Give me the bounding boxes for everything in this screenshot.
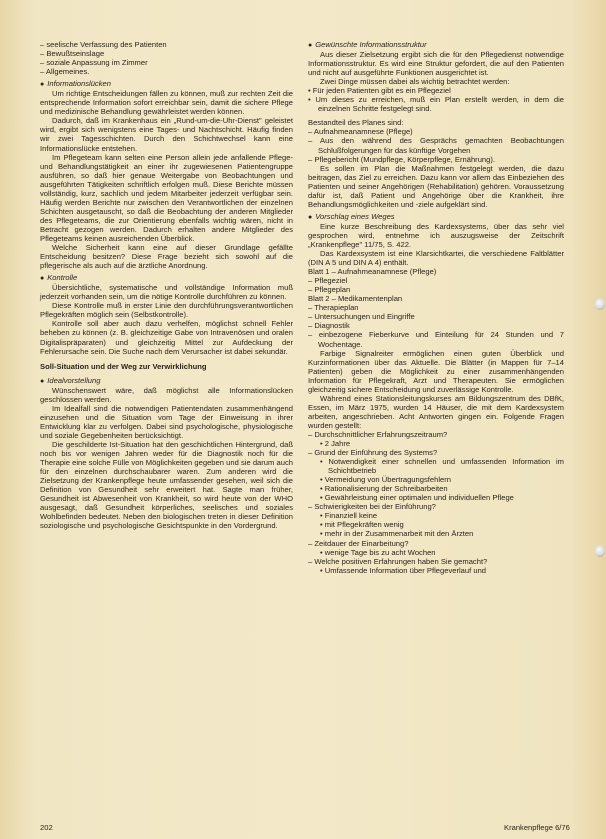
blatt-title: Blatt 2 – Medikamentenplan <box>308 294 403 304</box>
journal-footer: Krankenpflege 6/76 <box>504 823 570 832</box>
bullet-icon: ● <box>40 377 45 385</box>
answer: • Rationalisierung der Schreibarbeiten <box>320 484 448 494</box>
list-item: – seelische Verfassung des Patienten <box>40 40 167 49</box>
punch-hole-icon <box>595 298 605 310</box>
list-item: – Pflegebericht (Mundpflege, Körperpflege, Ernährung). <box>308 154 496 164</box>
bullet-icon: ● <box>40 81 45 89</box>
answer: • wenige Tage bis zu acht Wochen <box>320 547 436 557</box>
list-item: – Bewußtseinslage <box>40 49 105 59</box>
blatt-title: Blatt 1 – Aufnahmeanamnese (Pflege) <box>308 267 437 277</box>
bullet-icon: ● <box>40 275 45 283</box>
paragraph: Das Kardexsystem ist eine Klarsichtkartei, die verschiedene Faltblätter (DIN A 5 und DIN A 4) enthält. <box>308 249 564 268</box>
heading-kontrolle: ● Kontrolle <box>40 273 78 283</box>
paragraph: Übersichtliche, systematische und vollständige Information muß jederzeit vorhanden sein, um die nötige Kontrolle durchführen zu können. <box>40 283 293 302</box>
list-item: – Pflegeplan <box>308 285 351 295</box>
answer: • Gewährleistung einer optimalen und individuellen Pflege <box>320 493 514 503</box>
paragraph: Die geschilderte Ist-Situation hat den geschichtlichen Hintergrund, daß noch bis vor wenigen Jahren weder für die Diagnostik noch für die Therapie eine solche Fülle von Möglichkeiten gegeben und sie darum auch für den einzelnen durchschaubarer waren. Zum anderen wird die Zielsetzung der Krankenpflege heute umfassender gesehen, weil sich die Definition von Gesundheit sehr erweitert hat. Sagte man früher, Gesundheit ist Abwesenheit von Krankheit, so wird heute von der WHO ausgesagt, daß Gesundheit körperliches, seelisches und soziales Wohlbefinden bedeutet. Neben den biologischen treten in dieser Definition soziologische und psychologische Gesichtspunkte in den Vordergrund. <box>40 439 293 531</box>
punch-hole-icon <box>595 545 605 557</box>
intro-list <box>40 40 293 76</box>
list-item: – Pflegeziel <box>308 276 348 286</box>
paragraph: Aus dieser Zielsetzung ergibt sich die für den Pflegedienst notwendige Informationsstruktur. Es wird eine Struktur gefordert, die auf den Patienten und nicht auf ausgeführte Funktionen ausgerichtet ist. <box>308 50 564 78</box>
paragraph: Während eines Stationsleitungskurses am Bildungszentrum des DBfK, Essen, im März 1975, wurden 14 Häuser, die mit dem Kardexsystem arbeiten, angeschrieben. Acht Antworten gingen ein. Folgende Fragen wurden gestellt: <box>308 393 564 430</box>
bullet-icon: ● <box>308 213 313 221</box>
list-item: – Aus den während des Gesprächs gemachten Beobachtungen Schlußfolgerungen für das künftige Vorgehen <box>308 136 564 155</box>
heading-gewuenschte-informationsstruktur: ● Gewünschte Informationsstruktur <box>308 40 427 49</box>
paragraph: Eine kurze Beschreibung des Kardexsystems, über das sehr viel gesprochen wird, entnehme ich auszugsweise der Zeitschrift „Krankenpflege" 11/75, S. 422. <box>308 221 564 249</box>
paragraph: Diese Kontrolle muß in erster Linie den durchführungsverantwortlichen Pflegekräften möglich sein (Selbstkontrolle). <box>40 301 293 320</box>
answer: • mit Pflegekräften wenig <box>320 520 404 530</box>
question: – Zeitdauer der Einarbeitung? <box>308 538 409 548</box>
question: – Grund der Einführung des Systems? <box>308 448 438 458</box>
paragraph: Es sollen im Plan die Maßnahmen festgelegt werden, die dazu beitragen, das Ziel zu erreichen. Dazu kann vor allem das Einbeziehen des Patienten und seiner Angehörigen (Rehabilitation) gehören. Voraussetzung dafür ist, daß Patient und Angehörige über die Krankheit, ihre Behandlungsmöglichkeiten und -ziele aufgeklärt sind. <box>308 163 564 209</box>
list-item: – Aufnahmeanamnese (Pflege) <box>308 127 413 137</box>
paragraph: Dadurch, daß im Krankenhaus ein „Rund-um-die-Uhr-Dienst" geleistet wird, ergibt sich wenigstens eine Tages- und Nachtschicht. Häufig finden wir zwei Tagesschichten. Durch den Schichtwechsel kann eine Informationslücke entstehen. <box>40 116 293 153</box>
list-item: – Diagnostik <box>308 321 350 331</box>
answer: • Finanziell keine <box>320 511 378 521</box>
paragraph: Im Idealfall sind die notwendigen Patientendaten zusammenhängend einzusehen und die Situation vom Tage der Einweisung in ihrer Entwicklung klar zu verfolgen. Dabei sind psychologische, physiologische und soziale Gegebenheiten berücksichtigt. <box>40 403 293 440</box>
list-item: – Allgemeines. <box>40 67 90 77</box>
paragraph: Farbige Signalreiter ermöglichen einen guten Überblick und Kurzinformationen über das Aktuelle. Die Blätter (in Mappen für 7–14 Patienten) geben die Möglichkeit zu einer zusammenhängenden Information für Pflegekraft, Arzt und Therapeuten. Sie ermöglichen gleichzeitig sichere Entscheidung und zuverlässige Kontrolle. <box>308 348 564 394</box>
list-item: – soziale Anpassung im Zimmer <box>40 58 148 68</box>
right-column <box>308 40 564 575</box>
paragraph: Um richtige Entscheidungen fällen zu können, muß zur rechten Zeit die entsprechende Information sofort erreichbar sein, damit die sichere Pflege und medizinische Behandlung gewährleistet werden können. <box>40 89 293 117</box>
list-item: – Untersuchungen und Eingriffe <box>308 312 415 322</box>
page-number: 202 <box>40 823 53 832</box>
bullet-icon: ● <box>308 42 313 49</box>
question: – Durchschnittlicher Erfahrungszeitraum? <box>308 429 448 439</box>
question: – Schwierigkeiten bei der Einführung? <box>308 502 436 512</box>
paragraph: Bestandteil des Planes sind: <box>308 118 404 128</box>
left-column <box>40 40 293 530</box>
answer: • 2 Jahre <box>320 439 351 449</box>
section-title: Soll-Situation und der Weg zur Verwirklichung <box>40 361 207 371</box>
answer: • Vermeidung von Übertragungsfehlern <box>320 475 451 485</box>
paragraph: Zwei Dinge müssen dabei als wichtig betrachtet werden: <box>320 77 510 87</box>
heading-idealvorstellung: ● Idealvorstellung <box>40 375 101 385</box>
heading-vorschlag-eines-weges: ● Vorschlag eines Weges <box>308 211 395 221</box>
answer: • Umfassende Information über Pflegeverlauf und <box>320 565 487 575</box>
list-item: • Um dieses zu erreichen, muß ein Plan erstellt werden, in dem die einzelnen Schritte festgelegt sind. <box>308 95 564 114</box>
paragraph: Wünschenswert wäre, daß möglichst alle Informationslücken geschlossen werden. <box>40 385 293 404</box>
list-item: – Therapieplan <box>308 303 359 313</box>
question: – Welche positiven Erfahrungen haben Sie gemacht? <box>308 556 488 566</box>
heading-informationsluecken: ● Informationslücken <box>40 79 111 89</box>
paragraph: Kontrolle soll aber auch dazu verhelfen, möglichst schnell Fehler beheben zu können (z. B. gleichzeitige Gabe von Intravenösen und oralen Digitalispräparaten) und gleichzeitig Mittel zur Aufdeckung der Fehlerursache sein. Die Suche nach dem Verursacher ist dabei sekundär. <box>40 319 293 356</box>
list-item: • Für jeden Patienten gibt es ein Pflegeziel <box>308 86 451 96</box>
list-item: – einbezogene Fieberkurve und Einteilung für 24 Stunden und 7 Wochentage. <box>308 330 564 349</box>
paragraph: Im Pflegeteam kann selten eine Person allein jede anfallende Pflege- und Behandlungstätigkeit an einer ihr zugewiesenen Patientengruppe ausführen, so daß hier genaue Weitergabe von Beobachtungen und ausgeführten Tätigkeiten schriftlich erfolgen muß. Diese Berichte müssen vollständig, kurz, sachlich und jedem Mitarbeiter jederzeit verfügbar sein. Häufig werden Berichte nur zwischen den Verantwortlichen der einzelnen Schichten ausgetauscht, so daß die Beobachtung der anderen Mitglieder des Pflegeteams, die zur Orientierung ebenfalls wichtig wären, nicht in Betracht gezogen werden. Dadurch erhalten andere Mitglieder des Pflegeteams keinen ausreichenden Überblick. <box>40 152 293 243</box>
answer: • mehr in der Zusammenarbeit mit den Ärzten <box>320 529 474 539</box>
answer: • Notwendigkeit einer schnellen und umfassenden Information im Schichtbetrieb <box>320 457 564 476</box>
paragraph: Welche Sicherheit kann eine auf dieser Grundlage gefällte Entscheidung besitzen? Diese Frage bezieht sich sowohl auf die pflegerische als auch auf die ärztliche Anordnung. <box>40 243 293 271</box>
